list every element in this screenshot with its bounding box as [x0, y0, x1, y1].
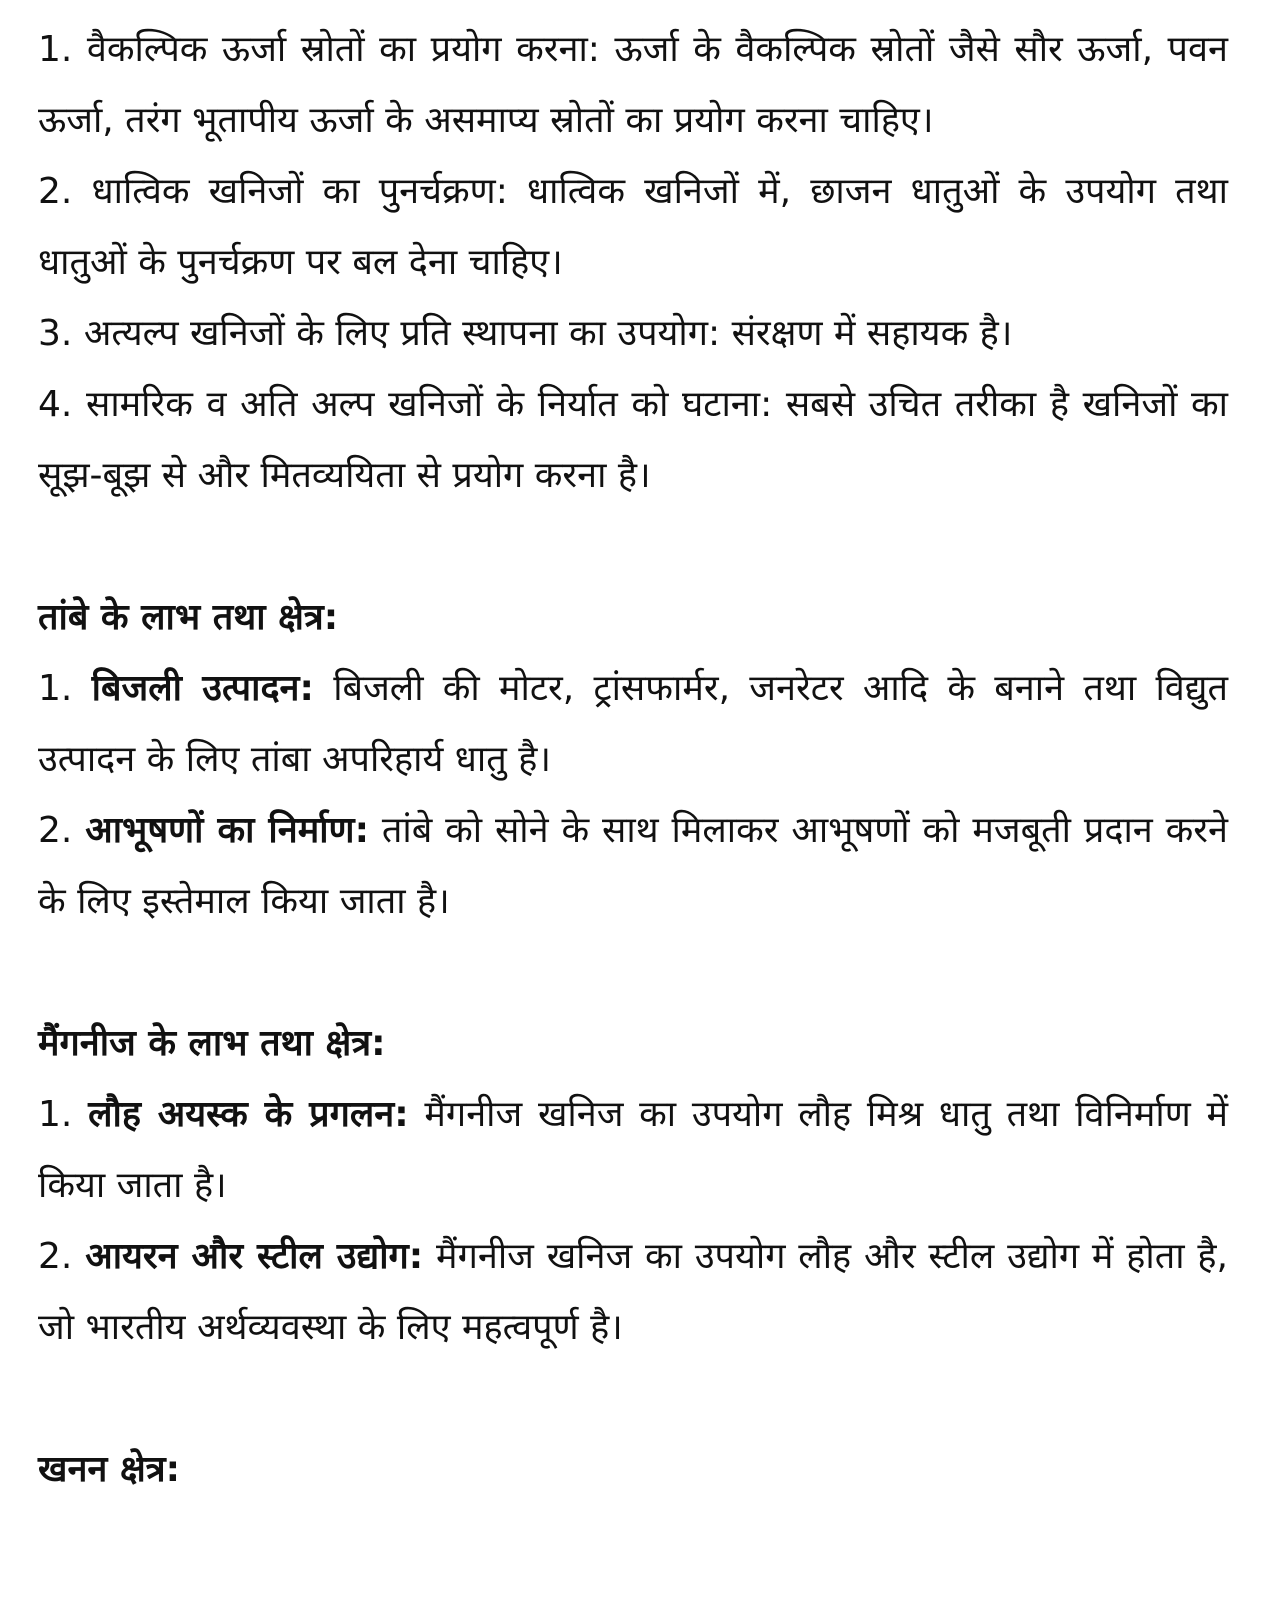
item-number: 2.: [38, 810, 73, 851]
item-text: सामरिक व अति अल्प खनिजों के निर्यात को घटाना: सबसे उचित तरीका है खनिजों का सूझ-बूझ से और मितव्ययिता से प्रयोग करना है।: [38, 384, 1228, 496]
section-spacer: [38, 937, 1228, 1008]
item-text: धात्विक खनिजों का पुनर्चक्रण: धात्विक खनिजों में, छाजन धातुओं के उपयोग तथा धातुओं के पुनर्चक्रण पर बल देना चाहिए।: [38, 171, 1228, 283]
item-number: 4.: [38, 384, 73, 425]
manganese-heading: मैंगनीज के लाभ तथा क्षेत्र:: [38, 1023, 386, 1064]
item-text: तांबे को सोने के साथ मिलाकर आभूषणों को मजबूती प्रदान करने के लिए इस्तेमाल किया जाता है।: [38, 810, 1228, 922]
item-number: 2.: [38, 171, 73, 212]
item-text: मैंगनीज खनिज का उपयोग लौह मिश्र धातु तथा विनिर्माण में किया जाता है।: [38, 1094, 1228, 1206]
manganese-item-2: [38, 1221, 1228, 1363]
copper-heading: तांबे के लाभ तथा क्षेत्र:: [38, 597, 339, 638]
item-number: 3.: [38, 313, 73, 354]
item-text: अत्यल्प खनिजों के लिए प्रति स्थापना का उपयोग: संरक्षण में सहायक है।: [83, 313, 1013, 354]
item-title: आयरन और स्टील उद्योग:: [85, 1236, 424, 1277]
conservation-item-3: [38, 298, 1228, 369]
conservation-item-2: [38, 156, 1228, 298]
conservation-item-1: [38, 14, 1228, 156]
item-number: 1.: [38, 1094, 73, 1135]
item-title: आभूषणों का निर्माण:: [85, 810, 369, 851]
mining-heading: खनन क्षेत्र:: [38, 1449, 181, 1490]
manganese-item-1: [38, 1079, 1228, 1221]
conservation-item-4: [38, 369, 1228, 511]
document-page: [38, 14, 1228, 1505]
item-title: बिजली उत्पादन:: [91, 668, 314, 709]
copper-item-2: [38, 795, 1228, 937]
item-number: 2.: [38, 1236, 73, 1277]
item-title: लौह अयस्क के प्रगलन:: [88, 1094, 409, 1135]
section-spacer: [38, 1363, 1228, 1434]
item-text: वैकल्पिक ऊर्जा स्रोतों का प्रयोग करना: ऊर्जा के वैकल्पिक स्रोतों जैसे सौर ऊर्जा, पवन ऊर्जा, तरंग भूतापीय ऊर्जा के असमाप्य स्रोतों का प्रयोग करना चाहिए।: [38, 29, 1228, 141]
item-number: 1.: [38, 668, 73, 709]
section-spacer: [38, 511, 1228, 582]
item-number: 1.: [38, 29, 73, 70]
copper-item-1: [38, 653, 1228, 795]
item-text: बिजली की मोटर, ट्रांसफार्मर, जनरेटर आदि के बनाने तथा विद्युत उत्पादन के लिए तांबा अपरिहार्य धातु है।: [38, 668, 1228, 780]
item-text: मैंगनीज खनिज का उपयोग लौह और स्टील उद्योग में होता है, जो भारतीय अर्थव्यवस्था के लिए महत्वपूर्ण है।: [38, 1236, 1228, 1348]
